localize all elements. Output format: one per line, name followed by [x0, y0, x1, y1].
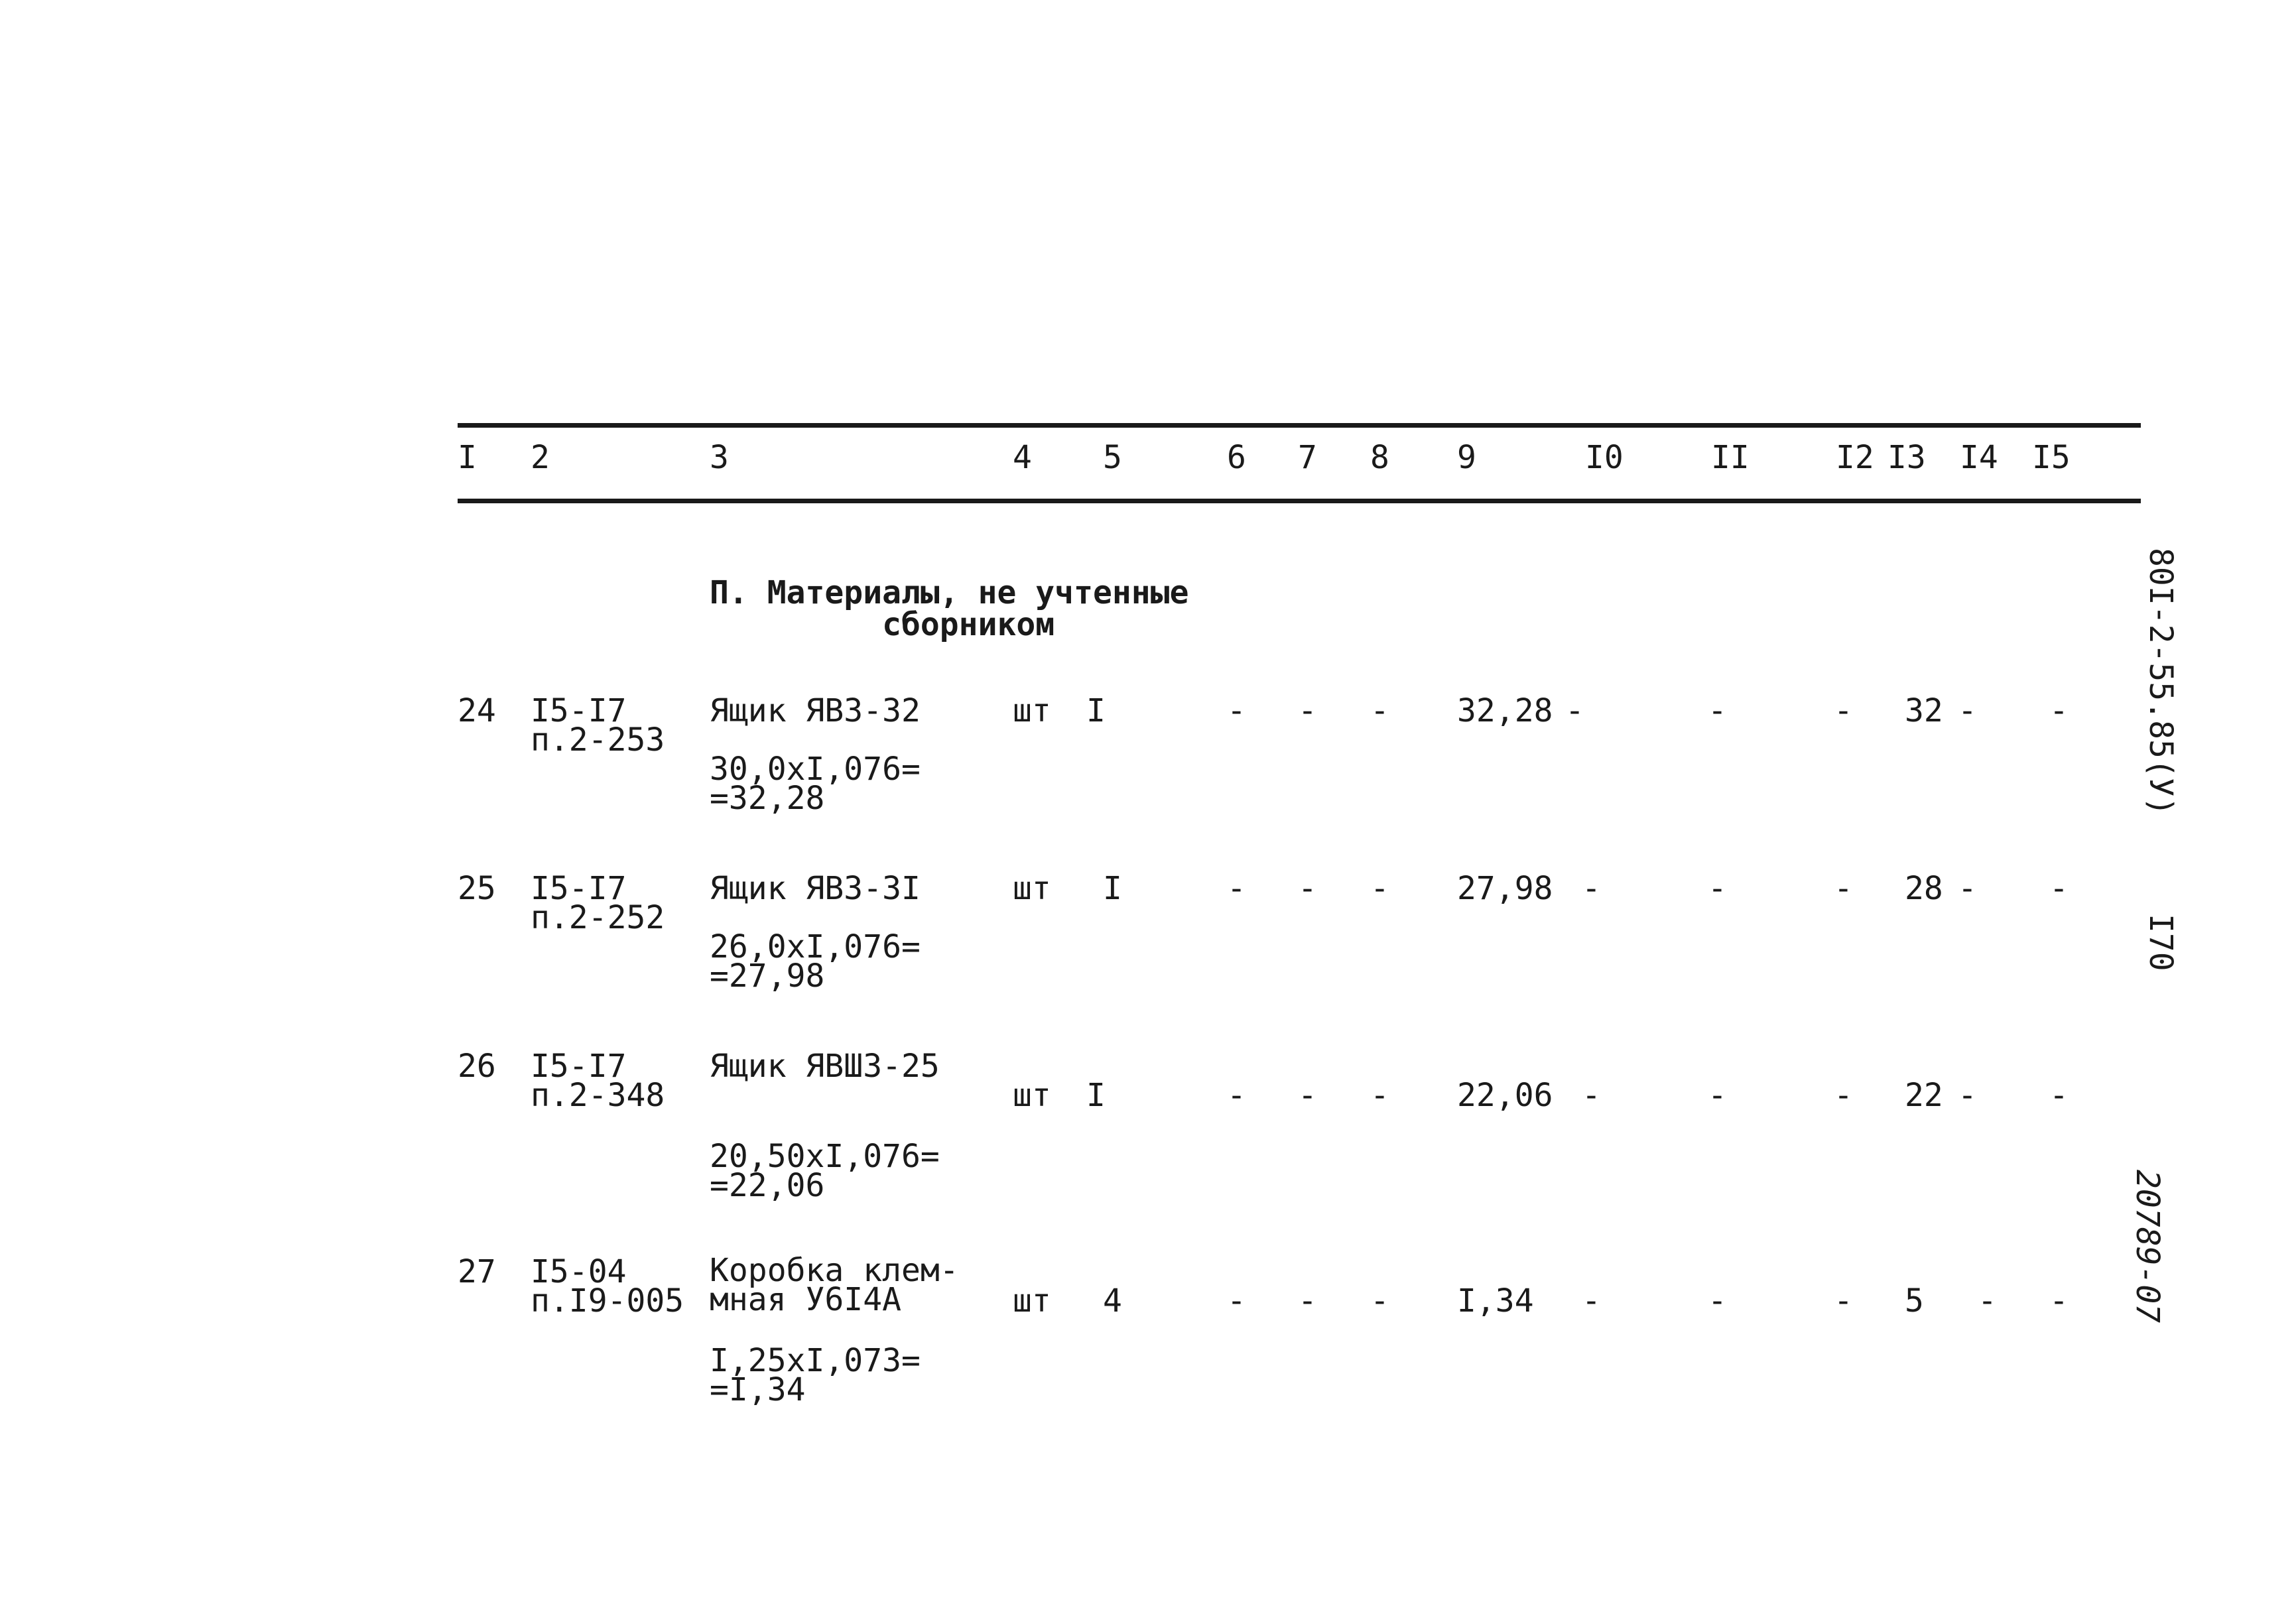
row-calculation: 26,0хI,076= =27,98 [710, 928, 921, 995]
row-col12: - [1834, 870, 1853, 907]
row-col6: - [1227, 1077, 1246, 1114]
row-description: Коробка клем- мная У6I4А [710, 1252, 959, 1318]
header-top-rule [458, 423, 2141, 428]
row-calculation: 20,50хI,076= =22,06 [710, 1138, 940, 1204]
header-bottom-rule [458, 499, 2141, 503]
row-calculation: I,25хI,073= =I,34 [710, 1342, 921, 1408]
row-code: I5-I7 [531, 870, 627, 907]
row-col6: - [1227, 692, 1246, 729]
column-header-7: 7 [1298, 439, 1317, 476]
column-header-5: 5 [1103, 439, 1122, 476]
column-header-6: 6 [1227, 439, 1246, 476]
row-col7: - [1298, 1077, 1317, 1114]
page-number: I70 [2142, 914, 2179, 971]
row-col13: 5 [1905, 1282, 1924, 1320]
column-header-4: 4 [1013, 439, 1032, 476]
row-number: 26 [458, 1048, 496, 1085]
row-col9: 27,98 [1457, 870, 1553, 907]
section-title: П. Материалы, не учтенные сборником [710, 574, 1189, 643]
column-header-1: I [458, 439, 477, 476]
row-col7: - [1298, 1282, 1317, 1320]
row-col11: - [1708, 1077, 1727, 1114]
row-col14: - [1958, 870, 1977, 907]
column-header-10: I0 [1585, 439, 1624, 476]
row-quantity: I [1103, 870, 1122, 907]
column-header-14: I4 [1960, 439, 1998, 476]
row-col14: - [1958, 692, 1977, 729]
row-col12: - [1834, 692, 1853, 729]
row-col15: - [2049, 870, 2069, 907]
row-quantity: I [1086, 1077, 1106, 1114]
row-col8: - [1370, 1077, 1389, 1114]
row-col15: - [2049, 692, 2069, 729]
column-header-12: I2 [1836, 439, 1874, 476]
column-header-3: 3 [710, 439, 729, 476]
row-col15: - [2049, 1077, 2069, 1114]
row-col8: - [1370, 692, 1389, 729]
inventory-number: 20789-07 [2129, 1170, 2166, 1324]
column-header-9: 9 [1457, 439, 1476, 476]
row-col14: - [1978, 1282, 1997, 1320]
row-unit: шт [1013, 692, 1051, 729]
row-unit: шт [1013, 870, 1051, 907]
row-col7: - [1298, 870, 1317, 907]
document-code: 80I-2-55.85(У) [2142, 548, 2179, 816]
row-col9: I,34 [1457, 1282, 1534, 1320]
row-quantity: I [1086, 692, 1106, 729]
row-col9: 32,28 [1457, 692, 1553, 729]
row-number: 27 [458, 1253, 496, 1290]
row-col11: - [1708, 692, 1727, 729]
row-col10: - [1582, 870, 1601, 907]
row-code: I5-I7 [531, 692, 627, 729]
row-col13: 28 [1905, 870, 1943, 907]
row-col11: - [1708, 1282, 1727, 1320]
row-col13: 22 [1905, 1077, 1943, 1114]
row-col7: - [1298, 692, 1317, 729]
row-description: Ящик ЯВЗ-3I [710, 870, 921, 907]
column-header-8: 8 [1370, 439, 1389, 476]
row-unit: шт [1013, 1077, 1051, 1114]
row-col12: - [1834, 1282, 1853, 1320]
row-description: Ящик ЯВШЗ-25 [710, 1048, 940, 1085]
row-number: 25 [458, 870, 496, 907]
row-code: I5-I7 [531, 1048, 627, 1085]
row-col13: 32 [1905, 692, 1943, 729]
row-col8: - [1370, 870, 1389, 907]
row-ref: п.2-253 [531, 721, 665, 759]
row-col6: - [1227, 870, 1246, 907]
column-header-15: I5 [2032, 439, 2071, 476]
row-unit: шт [1013, 1282, 1051, 1320]
row-col10: - [1565, 692, 1584, 729]
row-col9: 22,06 [1457, 1077, 1553, 1114]
row-calculation: 30,0хI,076= =32,28 [710, 751, 921, 817]
row-description: Ящик ЯВЗ-32 [710, 692, 921, 729]
row-col15: - [2049, 1282, 2069, 1320]
row-col11: - [1708, 870, 1727, 907]
row-col10: - [1582, 1077, 1601, 1114]
row-ref: п.2-348 [531, 1077, 665, 1114]
row-ref: п.I9-005 [531, 1282, 684, 1320]
column-header-2: 2 [531, 439, 550, 476]
column-header-13: I3 [1887, 439, 1926, 476]
row-col8: - [1370, 1282, 1389, 1320]
row-quantity: 4 [1103, 1282, 1122, 1320]
column-header-11: II [1711, 439, 1750, 476]
row-col12: - [1834, 1077, 1853, 1114]
row-col14: - [1958, 1077, 1977, 1114]
row-number: 24 [458, 692, 496, 729]
row-code: I5-04 [531, 1253, 627, 1290]
row-ref: п.2-252 [531, 899, 665, 936]
row-col6: - [1227, 1282, 1246, 1320]
row-col10: - [1582, 1282, 1601, 1320]
